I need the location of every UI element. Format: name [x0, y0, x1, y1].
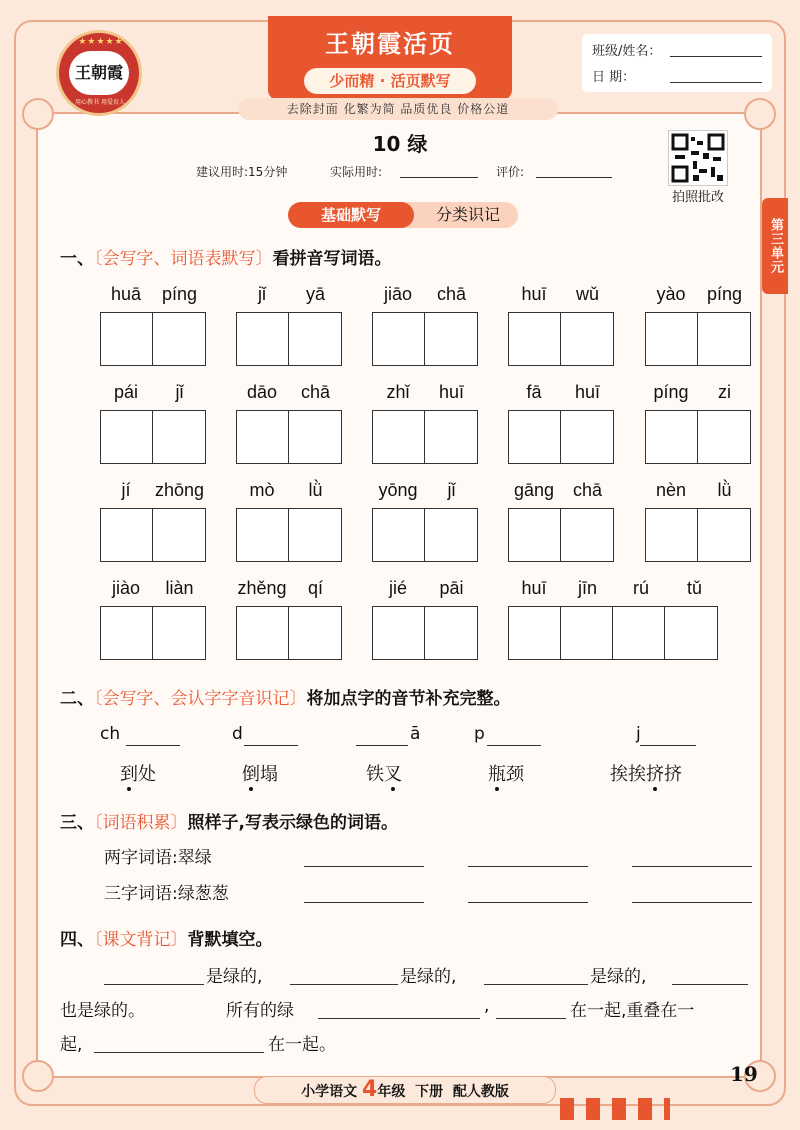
pinyin-syllable: rú: [632, 578, 649, 598]
q2-syllable-hint: d: [232, 724, 243, 744]
footer-edition: 配人教版: [452, 1084, 509, 1100]
pinyin-syllable: pāi: [439, 578, 464, 598]
student-info-box: [582, 34, 772, 92]
pinyin-syllable: jiāo: [383, 284, 413, 304]
suggested-time: 建议用时:15分钟: [196, 165, 288, 179]
q4-line1-a: 是绿的,: [206, 967, 263, 987]
emphasis-dot: [391, 787, 395, 791]
q2-tag: 〔会写字、会认字字音识记〕: [94, 689, 307, 709]
pinyin-syllable: gāng: [513, 480, 555, 500]
actual-time-field[interactable]: [400, 177, 478, 178]
pinyin-syllable: píng: [653, 382, 689, 402]
writing-cell[interactable]: [373, 509, 425, 561]
logo-subtitle: 用心教书 用爱育人: [75, 99, 125, 106]
frame-corner: [22, 98, 54, 130]
actual-time-label: 实际用时:: [330, 165, 383, 179]
writing-cell[interactable]: [289, 607, 341, 659]
writing-cell[interactable]: [237, 509, 289, 561]
writing-grid[interactable]: [645, 312, 751, 366]
pinyin-syllable: jīn: [577, 578, 597, 598]
pinyin-syllable: chā: [436, 284, 467, 304]
writing-cell[interactable]: [425, 509, 477, 561]
writing-cell[interactable]: [153, 313, 205, 365]
footer-grade-unit: 年级: [377, 1084, 406, 1100]
writing-cell[interactable]: [561, 509, 613, 561]
pinyin-syllable: chā: [300, 382, 331, 402]
pinyin-syllable: zhǐ: [386, 382, 410, 402]
q4-blank[interactable]: [484, 984, 588, 985]
logo-stars: ★★★★★: [78, 37, 124, 47]
tagline: 去除封面 化繁为简 品质优良 价格公道: [238, 98, 558, 120]
q4-heading: [60, 925, 273, 950]
writing-grid[interactable]: [236, 312, 342, 366]
q1-heading: [60, 244, 392, 269]
q2-blank[interactable]: [487, 745, 541, 746]
brand-banner: [268, 16, 512, 100]
writing-cell[interactable]: [698, 313, 750, 365]
writing-cell[interactable]: [237, 607, 289, 659]
date-label: 日 期：: [592, 70, 636, 85]
writing-cell[interactable]: [101, 607, 153, 659]
writing-cell[interactable]: [509, 411, 561, 463]
pinyin-syllable: wǔ: [575, 284, 599, 304]
pinyin-syllable: yōng: [378, 480, 418, 500]
writing-grid[interactable]: [508, 312, 614, 366]
pinyin-syllable: zi: [718, 382, 731, 402]
pinyin-syllable: tǔ: [686, 578, 702, 598]
writing-cell[interactable]: [425, 607, 477, 659]
pinyin-syllable: mò: [249, 480, 275, 500]
q4-line2-d: 在一起,重叠在一: [570, 1001, 695, 1021]
pinyin-syllable: huā: [110, 284, 142, 304]
class-name-label: 班级/姓名：: [592, 44, 662, 59]
footer-term: 下册: [415, 1084, 444, 1100]
writing-cell[interactable]: [509, 509, 561, 561]
emphasis-dot: [653, 787, 657, 791]
writing-cell[interactable]: [373, 313, 425, 365]
pinyin-syllable: huī: [438, 382, 465, 402]
writing-grid[interactable]: [645, 410, 751, 464]
pinyin-syllable: qí: [307, 578, 323, 598]
pinyin-syllable: lǜ: [717, 480, 732, 500]
q3-tag: 〔词语积累〕: [94, 813, 188, 833]
page-number: 19: [730, 1062, 758, 1086]
writing-cell[interactable]: [237, 313, 289, 365]
writing-cell[interactable]: [613, 607, 665, 659]
q2-number: 二、: [60, 689, 94, 709]
q3-blank[interactable]: [304, 866, 424, 867]
pinyin-syllable: zhěng: [237, 578, 287, 598]
pinyin-syllable: dāo: [246, 382, 278, 402]
writing-cell[interactable]: [561, 313, 613, 365]
q2-blank[interactable]: [640, 745, 696, 746]
q4-blank[interactable]: [318, 1018, 480, 1019]
q1-tag: 〔会写字、词语表默写〕: [94, 249, 273, 269]
q2-word: 瓶颈: [488, 764, 524, 785]
writing-cell[interactable]: [646, 509, 698, 561]
brand-slogan: 少而精 · 活页默写: [304, 68, 476, 94]
pinyin-syllable: jǐ: [258, 284, 266, 304]
q2-syllable-hint: ā: [410, 724, 421, 744]
pinyin-syllable: huī: [521, 284, 547, 304]
pinyin-syllable: zhōng: [154, 480, 205, 500]
writing-grid[interactable]: [100, 508, 206, 562]
brand-title: 王朝霞活页: [325, 29, 455, 58]
pinyin-syllable: píng: [161, 284, 198, 304]
q4-blank[interactable]: [672, 984, 748, 985]
writing-cell[interactable]: [101, 509, 153, 561]
brand-logo: [56, 30, 142, 116]
pinyin-syllable: huī: [521, 578, 547, 598]
writing-grid[interactable]: [372, 312, 478, 366]
pinyin-syllable: fā: [526, 382, 542, 402]
q3-heading: [60, 808, 398, 833]
writing-cell[interactable]: [101, 313, 153, 365]
writing-grid[interactable]: [508, 606, 718, 660]
q2-syllable-hint: j: [636, 724, 641, 744]
writing-grid[interactable]: [508, 410, 614, 464]
q4-blank[interactable]: [104, 984, 204, 985]
q3-two-char-example: 两字词语:翠绿: [104, 848, 212, 868]
unit-side-tab: 第三单元: [762, 198, 788, 294]
q3-text: 照样子,写表示绿色的词语。: [187, 813, 398, 833]
writing-cell[interactable]: [425, 313, 477, 365]
footer-subject: 小学语文: [301, 1084, 358, 1100]
q4-number: 四、: [60, 930, 94, 950]
writing-grid[interactable]: [236, 410, 342, 464]
pinyin-syllable: jié: [388, 578, 407, 598]
q2-blank[interactable]: [244, 745, 298, 746]
writing-cell[interactable]: [646, 411, 698, 463]
q2-heading: [60, 684, 511, 709]
q4-line3-a: 起,: [60, 1035, 83, 1055]
pinyin-syllable: jiào: [111, 578, 141, 598]
pinyin-syllable: liàn: [165, 578, 194, 598]
footer-stripes: [560, 1098, 670, 1120]
q2-word: 到处: [120, 764, 156, 785]
date-field[interactable]: [670, 82, 762, 83]
writing-grid[interactable]: [372, 410, 478, 464]
q4-line3-b: 在一起。: [268, 1035, 336, 1055]
writing-grid[interactable]: [372, 508, 478, 562]
q4-line2-c: ,: [484, 996, 490, 1016]
q4-blank[interactable]: [496, 1018, 566, 1019]
q3-three-char-example: 三字词语:绿葱葱: [104, 884, 229, 904]
writing-cell[interactable]: [509, 607, 561, 659]
writing-grid[interactable]: [100, 606, 206, 660]
writing-cell[interactable]: [373, 411, 425, 463]
qr-label: 拍照批改: [671, 190, 724, 205]
q4-blank[interactable]: [94, 1052, 264, 1053]
writing-grid[interactable]: [236, 606, 342, 660]
writing-cell[interactable]: [153, 607, 205, 659]
q3-number: 三、: [60, 813, 94, 833]
section-classify: 分类识记: [435, 205, 500, 224]
q4-line2-b: 所有的绿: [226, 1001, 294, 1021]
writing-cell[interactable]: [561, 411, 613, 463]
class-name-field[interactable]: [670, 56, 762, 57]
writing-cell[interactable]: [698, 509, 750, 561]
evaluation-label: 评价:: [496, 165, 525, 179]
writing-cell[interactable]: [509, 313, 561, 365]
writing-grid[interactable]: [100, 410, 206, 464]
q2-syllable-hint: p: [474, 724, 485, 744]
pinyin-syllable: lǜ: [308, 480, 323, 500]
q4-line2-a: 也是绿的。: [60, 1001, 145, 1021]
writing-grid[interactable]: [236, 508, 342, 562]
writing-cell[interactable]: [698, 411, 750, 463]
q2-word: 倒塌: [242, 764, 278, 785]
writing-cell[interactable]: [153, 411, 205, 463]
frame-corner: [22, 1060, 54, 1092]
writing-cell[interactable]: [561, 607, 613, 659]
writing-cell[interactable]: [373, 607, 425, 659]
section-header: [288, 202, 518, 228]
q2-word: 挨挨挤挤: [610, 764, 682, 785]
q4-tag: 〔课文背记〕: [94, 930, 188, 950]
pinyin-syllable: yā: [305, 284, 325, 304]
writing-grid[interactable]: [100, 312, 206, 366]
footer-label: [254, 1076, 556, 1104]
qr-code-icon[interactable]: [668, 130, 728, 186]
section-basic-dictation: 基础默写: [288, 202, 414, 228]
q4-text: 背默填空。: [187, 930, 273, 950]
writing-grid[interactable]: [645, 508, 751, 562]
emphasis-dot: [249, 787, 253, 791]
q2-blank[interactable]: [126, 745, 180, 746]
q1-number: 一、: [60, 249, 94, 269]
footer-grade: 4: [362, 1077, 378, 1102]
evaluation-field[interactable]: [536, 177, 612, 178]
pinyin-syllable: píng: [706, 284, 743, 304]
pinyin-syllable: pái: [113, 382, 139, 402]
q4-line1-c: 是绿的,: [590, 967, 647, 987]
pinyin-syllable: jǐ: [447, 480, 456, 500]
pinyin-syllable: nèn: [655, 480, 687, 500]
q2-syllable-hint: ch: [100, 724, 121, 744]
emphasis-dot: [127, 787, 131, 791]
writing-grid[interactable]: [372, 606, 478, 660]
pinyin-syllable: jǐ: [175, 382, 184, 402]
q4-blank[interactable]: [290, 984, 398, 985]
q1-text: 看拼音写词语。: [272, 249, 392, 269]
q2-word: 铁叉: [366, 764, 402, 785]
q3-blank[interactable]: [468, 866, 588, 867]
writing-cell[interactable]: [237, 411, 289, 463]
writing-grid[interactable]: [508, 508, 614, 562]
pinyin-syllable: yào: [656, 284, 686, 304]
writing-cell[interactable]: [646, 313, 698, 365]
frame-corner: [744, 98, 776, 130]
writing-cell[interactable]: [289, 313, 341, 365]
writing-cell[interactable]: [289, 411, 341, 463]
writing-cell[interactable]: [665, 607, 717, 659]
q3-blank[interactable]: [632, 866, 752, 867]
pinyin-syllable: huī: [574, 382, 601, 402]
writing-cell[interactable]: [153, 509, 205, 561]
writing-cell[interactable]: [101, 411, 153, 463]
q3-blank[interactable]: [632, 902, 752, 903]
q3-blank[interactable]: [468, 902, 588, 903]
pinyin-syllable: chā: [572, 480, 603, 500]
lesson-title: 10 绿: [372, 132, 428, 156]
logo-text: 王朝霞: [69, 51, 129, 95]
writing-cell[interactable]: [425, 411, 477, 463]
emphasis-dot: [495, 787, 499, 791]
q3-blank[interactable]: [304, 902, 424, 903]
pinyin-syllable: jí: [121, 480, 131, 500]
q2-text: 将加点字的音节补充完整。: [306, 689, 511, 709]
q4-line1-b: 是绿的,: [400, 967, 457, 987]
writing-cell[interactable]: [289, 509, 341, 561]
q2-blank[interactable]: [356, 745, 408, 746]
